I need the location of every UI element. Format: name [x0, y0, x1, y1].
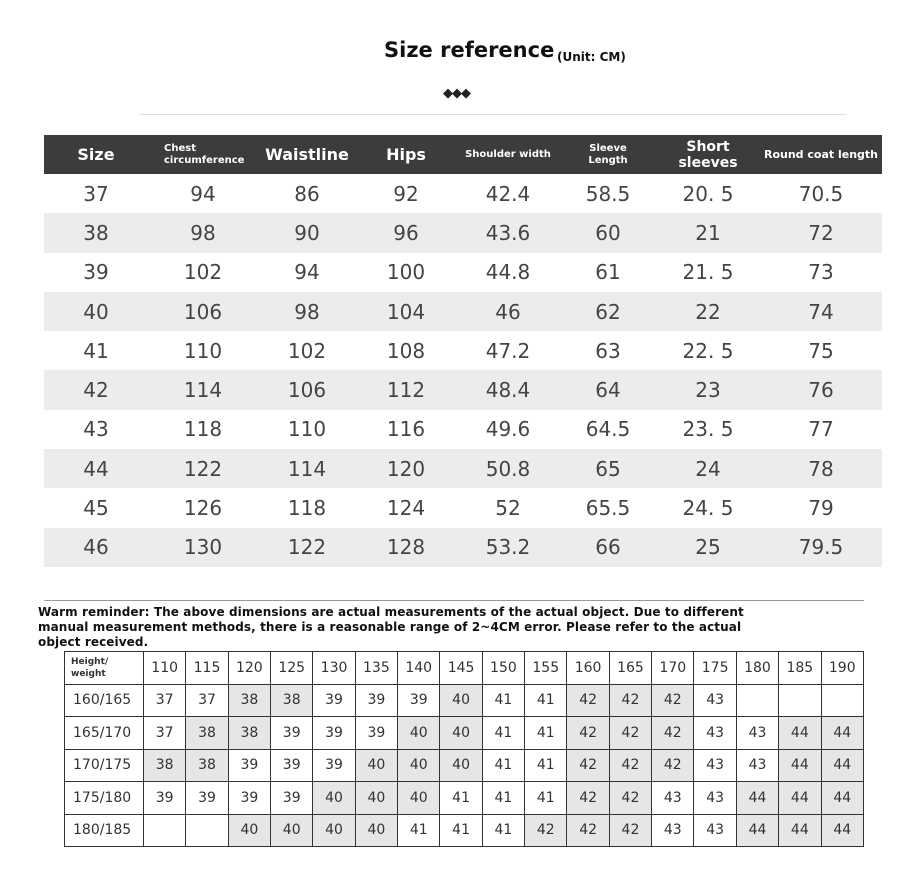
- table-cell: 43: [652, 782, 694, 815]
- table-cell: 98: [148, 213, 258, 252]
- table-cell: 46: [456, 292, 560, 331]
- table-cell: 42: [652, 684, 694, 717]
- table-cell: 41: [482, 717, 524, 750]
- table-cell: 70.5: [798, 181, 844, 206]
- table-row: [65, 717, 864, 750]
- weight-header: 190: [821, 652, 864, 685]
- table-cell: 104: [356, 292, 456, 331]
- table-cell: 102: [287, 338, 327, 363]
- table-cell: 38: [44, 213, 148, 252]
- corner-label: Height/ weight: [65, 652, 144, 685]
- table-cell: 64: [560, 370, 656, 409]
- height-label: 180/185: [65, 814, 144, 847]
- table-cell: 42: [652, 749, 694, 782]
- weight-header: 150: [482, 652, 524, 685]
- table-cell: 39: [83, 260, 109, 285]
- weight-header: 170: [652, 652, 694, 685]
- table-cell: 37: [144, 684, 186, 717]
- table-cell: 44: [44, 449, 148, 488]
- table-cell: 40: [440, 717, 482, 750]
- table-cell: 24: [656, 449, 760, 488]
- unit-label: (Unit: CM): [557, 50, 626, 64]
- table-cell: 40: [440, 749, 482, 782]
- table-cell: 65: [560, 449, 656, 488]
- table-cell: 43: [694, 717, 736, 750]
- table-cell: 44: [779, 782, 821, 815]
- table-cell: 22: [656, 292, 760, 331]
- table-cell: 22. 5: [682, 338, 734, 363]
- height-label: 170/175: [65, 749, 144, 782]
- table-cell: 41: [525, 749, 567, 782]
- table-cell: [821, 684, 864, 717]
- table-cell: 63: [595, 338, 621, 363]
- table-cell: 39: [271, 782, 313, 815]
- table-cell: 39: [144, 782, 186, 815]
- table-cell: 40: [398, 717, 440, 750]
- table-cell: 43.6: [456, 213, 560, 252]
- table-cell: 52: [495, 496, 521, 521]
- table-cell: 110: [183, 338, 223, 363]
- table-cell: 38: [186, 717, 228, 750]
- table-row: [65, 749, 864, 782]
- table-cell: 41: [83, 338, 109, 363]
- table-cell: 118: [287, 496, 327, 521]
- table-cell: 38: [271, 684, 313, 717]
- table-cell: 41: [482, 814, 524, 847]
- table-cell: 42: [567, 717, 609, 750]
- table-cell: 39: [228, 782, 270, 815]
- table-cell: 44.8: [485, 260, 531, 285]
- weight-header: 145: [440, 652, 482, 685]
- table-cell: 39: [355, 684, 397, 717]
- table-cell: 61: [595, 260, 621, 285]
- table-cell: 120: [356, 449, 456, 488]
- column-header: Hips: [356, 135, 456, 174]
- size-table-header: [44, 135, 882, 174]
- column-header: Waistline: [258, 135, 356, 174]
- table-cell: 74: [760, 292, 882, 331]
- table-cell: 40: [355, 782, 397, 815]
- table-cell: 106: [258, 370, 356, 409]
- table-cell: 42: [609, 749, 651, 782]
- table-cell: 126: [183, 496, 223, 521]
- table-cell: 65.5: [585, 496, 631, 521]
- table-cell: 41: [482, 684, 524, 717]
- table-cell: 79.5: [760, 528, 882, 567]
- diamond-ornament-icon: ◆◆◆: [443, 86, 470, 101]
- table-cell: 73: [808, 260, 834, 285]
- table-cell: 41: [398, 814, 440, 847]
- table-cell: 110: [287, 417, 327, 442]
- table-cell: 38: [228, 684, 270, 717]
- weight-header: 115: [186, 652, 228, 685]
- table-cell: 53.2: [456, 528, 560, 567]
- table-cell: 41: [525, 684, 567, 717]
- table-cell: 42: [609, 717, 651, 750]
- table-cell: 42: [609, 684, 651, 717]
- weight-header: 160: [567, 652, 609, 685]
- table-cell: 43: [694, 684, 736, 717]
- table-cell: 42: [652, 717, 694, 750]
- table-cell: 44: [736, 782, 778, 815]
- table-cell: 44: [779, 717, 821, 750]
- table-row: [44, 370, 882, 409]
- table-cell: 40: [355, 749, 397, 782]
- section-divider: [44, 600, 864, 601]
- table-row: [44, 213, 882, 252]
- table-cell: 44: [736, 814, 778, 847]
- table-cell: 114: [148, 370, 258, 409]
- table-cell: 44: [821, 782, 864, 815]
- table-cell: 122: [148, 449, 258, 488]
- table-row: [44, 410, 882, 449]
- table-cell: 92: [393, 181, 419, 206]
- table-cell: 40: [355, 814, 397, 847]
- table-cell: 38: [186, 749, 228, 782]
- table-cell: 42: [609, 814, 651, 847]
- table-row: [44, 528, 882, 567]
- table-cell: 37: [144, 717, 186, 750]
- table-cell: 40: [398, 749, 440, 782]
- table-cell: 78: [760, 449, 882, 488]
- table-cell: 42.4: [485, 181, 531, 206]
- table-cell: 42: [567, 749, 609, 782]
- table-cell: 39: [271, 749, 313, 782]
- table-cell: 58.5: [585, 181, 631, 206]
- table-row: [44, 331, 882, 370]
- table-cell: 40: [271, 814, 313, 847]
- table-cell: 44: [779, 749, 821, 782]
- table-cell: 64.5: [585, 417, 631, 442]
- height-label: 160/165: [65, 684, 144, 717]
- table-cell: [779, 684, 821, 717]
- weight-header: 185: [779, 652, 821, 685]
- table-cell: 25: [656, 528, 760, 567]
- table-cell: 41: [525, 782, 567, 815]
- table-cell: 38: [144, 749, 186, 782]
- table-cell: 40: [398, 782, 440, 815]
- table-cell: 47.2: [485, 338, 531, 363]
- column-header: Size: [44, 135, 148, 174]
- weight-header: 110: [144, 652, 186, 685]
- table-cell: 24. 5: [682, 496, 734, 521]
- table-cell: 41: [525, 717, 567, 750]
- table-cell: 43: [694, 814, 736, 847]
- table-cell: 72: [760, 213, 882, 252]
- table-cell: 124: [386, 496, 426, 521]
- table-row: [65, 814, 864, 847]
- weight-header: 125: [271, 652, 313, 685]
- table-cell: 96: [356, 213, 456, 252]
- table-cell: 39: [355, 717, 397, 750]
- title-divider: [140, 114, 846, 115]
- warm-reminder: Warm reminder: The above dimensions are actual measurements of the actual object. Due to different manual measurement methods, there is a reasonable range of 2~4CM error. Please refer to the actual object received.: [38, 605, 744, 649]
- table-cell: 39: [228, 749, 270, 782]
- table-row: [44, 488, 882, 527]
- table-cell: 86: [294, 181, 320, 206]
- table-cell: 90: [258, 213, 356, 252]
- table-cell: 39: [186, 782, 228, 815]
- table-cell: 37: [186, 684, 228, 717]
- table-row: [65, 782, 864, 815]
- height-weight-table: [64, 651, 864, 847]
- table-cell: 38: [228, 717, 270, 750]
- weight-header: 130: [313, 652, 355, 685]
- table-cell: 42: [567, 814, 609, 847]
- table-cell: 39: [313, 684, 355, 717]
- table-row: [65, 684, 864, 717]
- table-cell: 41: [482, 782, 524, 815]
- height-label: 165/170: [65, 717, 144, 750]
- table-cell: 100: [386, 260, 426, 285]
- table-cell: 39: [313, 749, 355, 782]
- table-cell: 45: [83, 496, 109, 521]
- table-cell: 43: [694, 749, 736, 782]
- weight-header: 175: [694, 652, 736, 685]
- table-cell: 102: [183, 260, 223, 285]
- table-cell: 75: [808, 338, 834, 363]
- table-cell: 43: [83, 417, 109, 442]
- column-header: Chest circumference: [148, 135, 258, 174]
- table-cell: 41: [440, 814, 482, 847]
- table-cell: 43: [652, 814, 694, 847]
- table-cell: 62: [560, 292, 656, 331]
- table-cell: 43: [694, 782, 736, 815]
- table-row: [44, 449, 882, 488]
- weight-header: 165: [609, 652, 651, 685]
- table-cell: 39: [313, 717, 355, 750]
- table-cell: 40: [440, 684, 482, 717]
- table-cell: 60: [560, 213, 656, 252]
- table-cell: 42: [525, 814, 567, 847]
- column-header: Sleeve Length: [560, 135, 656, 174]
- table-cell: 108: [386, 338, 426, 363]
- table-cell: 116: [386, 417, 426, 442]
- column-header: Round coat length: [760, 135, 882, 174]
- height-weight-header: [65, 652, 864, 685]
- table-cell: 44: [779, 814, 821, 847]
- table-cell: [144, 814, 186, 847]
- table-cell: 37: [83, 181, 109, 206]
- table-cell: 76: [760, 370, 882, 409]
- table-cell: 39: [271, 717, 313, 750]
- table-cell: 50.8: [456, 449, 560, 488]
- weight-header: 140: [398, 652, 440, 685]
- table-cell: 41: [440, 782, 482, 815]
- table-cell: 23. 5: [682, 417, 734, 442]
- table-cell: 130: [148, 528, 258, 567]
- table-cell: 79: [808, 496, 834, 521]
- table-cell: 41: [482, 749, 524, 782]
- table-cell: 66: [560, 528, 656, 567]
- table-cell: 42: [567, 684, 609, 717]
- table-cell: 40: [228, 814, 270, 847]
- table-cell: 49.6: [485, 417, 531, 442]
- table-cell: 48.4: [456, 370, 560, 409]
- table-cell: 112: [356, 370, 456, 409]
- table-cell: 77: [808, 417, 834, 442]
- table-cell: [736, 684, 778, 717]
- table-cell: 44: [821, 717, 864, 750]
- table-cell: 40: [44, 292, 148, 331]
- table-cell: 42: [567, 782, 609, 815]
- title-area: [0, 36, 916, 76]
- table-cell: 40: [313, 782, 355, 815]
- weight-header: 180: [736, 652, 778, 685]
- column-header: Shoulder width: [456, 135, 560, 174]
- table-cell: 39: [398, 684, 440, 717]
- table-cell: 21: [656, 213, 760, 252]
- size-table: [44, 135, 882, 567]
- table-cell: 94: [294, 260, 320, 285]
- table-cell: 43: [736, 749, 778, 782]
- table-cell: 23: [656, 370, 760, 409]
- table-cell: 44: [821, 749, 864, 782]
- table-cell: 128: [356, 528, 456, 567]
- table-cell: 114: [258, 449, 356, 488]
- weight-header: 155: [525, 652, 567, 685]
- table-cell: 21. 5: [682, 260, 734, 285]
- table-row: [44, 292, 882, 331]
- table-row: [44, 174, 882, 213]
- table-cell: 46: [44, 528, 148, 567]
- weight-header: 120: [228, 652, 270, 685]
- table-cell: 42: [609, 782, 651, 815]
- table-cell: 118: [183, 417, 223, 442]
- column-header: Short sleeves: [656, 135, 760, 174]
- table-cell: 20. 5: [682, 181, 734, 206]
- page-title: Size reference: [384, 38, 555, 62]
- table-row: [44, 253, 882, 292]
- table-cell: 40: [313, 814, 355, 847]
- table-cell: 42: [44, 370, 148, 409]
- table-cell: [186, 814, 228, 847]
- weight-header: 135: [355, 652, 397, 685]
- height-label: 175/180: [65, 782, 144, 815]
- table-cell: 43: [736, 717, 778, 750]
- table-cell: 98: [258, 292, 356, 331]
- table-cell: 44: [821, 814, 864, 847]
- table-cell: 122: [258, 528, 356, 567]
- table-cell: 94: [190, 181, 216, 206]
- table-cell: 106: [148, 292, 258, 331]
